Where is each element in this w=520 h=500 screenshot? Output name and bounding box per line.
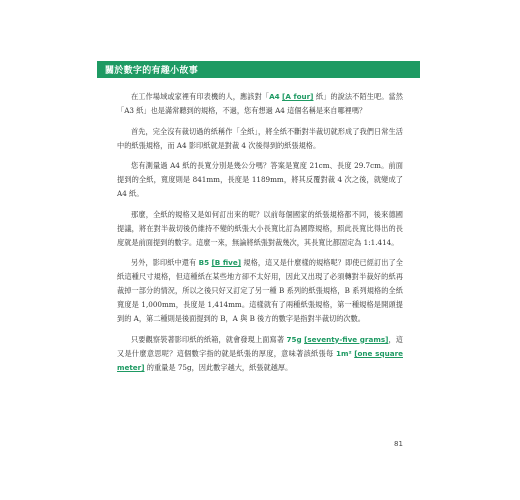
paragraph-full-sheet: 首先，完全沒有裁切過的紙稱作「全紙」，將全紙不斷對半裁切就形成了我們日常生活中的紙張規格，而 A4 影印紙就是對裁 4 次後得到的紙張規格。 bbox=[117, 126, 403, 150]
paragraph-ratio: 那麼，全紙的規格又是如何訂出來的呢？以前每個國家的紙張規格都不同，後來德國提議，將在對半裁切後仍維持不變的紙張大小長寬比訂為國際規格，照此長寬比得出的長度就是前面提到的數字。這麼一來，無論將紙張對裁幾次，其長寬比都固定為 1:1.414。 bbox=[117, 209, 403, 247]
section-header-bar bbox=[97, 61, 420, 78]
paragraph-text: 另外，影印紙中還有 bbox=[131, 258, 199, 267]
paragraph-grams bbox=[117, 333, 403, 375]
highlight-term: A4 bbox=[269, 92, 280, 101]
paragraph-text: 規格，這又是什麼樣的規格呢？即使已經訂出了全紙這種尺寸規格，但這種紙在某些地方卻不太好用，因此又出現了必須轉對半裁好的紙再裁掉一部分的情況，所以之後只好又訂定了另一種 B 系列的紙張規格，B 系列規格的全紙寬度是 1,000mm，長度是 1,414mm。這樣就有了兩種紙張規格，第一種規格是開頭提到的 A，第二種則是後面提到的 B，A 與 B 後方的數字是指對半裁切的次數。 bbox=[117, 258, 403, 323]
highlight-term: 1m² bbox=[335, 348, 352, 358]
paragraph-text: ，這又是什麼意思呢？這個數字指的就是紙張的厚度，意味著該紙張每 bbox=[117, 334, 403, 358]
article-body bbox=[117, 90, 403, 381]
paragraph-text: 紙」的說法不陌生吧。當然「A3 紙」也是滿常聽到的規格，不過，您有想過 A4 這個名稱是來自哪裡嗎？ bbox=[117, 92, 403, 115]
highlight-pronunciation: [A four] bbox=[282, 92, 314, 101]
paragraph-text: 只要觀察裝著影印紙的紙箱，就會發現上面寫著 bbox=[131, 334, 287, 344]
section-title: 關於數字的有趣小故事 bbox=[105, 66, 199, 76]
highlight-pronunciation: [B five] bbox=[211, 258, 242, 267]
paragraph-a4-intro bbox=[117, 90, 403, 118]
page-number: 81 bbox=[394, 440, 403, 448]
paragraph-text: 在工作場域或家裡有印表機的人，應該對「 bbox=[131, 92, 270, 101]
highlight-term: B5 bbox=[198, 258, 210, 267]
paragraph-b5 bbox=[117, 256, 403, 326]
paragraph-a4-size: 您有測量過 A4 紙的長寬分別是幾公分嗎？答案是寬度 21cm、長度 29.7cm。前面提到的全紙，寬度則是 841mm，長度是 1189mm，將其反覆對裁 4 次之後，就變成了 A4 紙。 bbox=[117, 161, 403, 198]
paragraph-text: 的重量是 75g，因此數字越大，紙張就越厚。 bbox=[144, 362, 293, 372]
highlight-term: 75g bbox=[286, 334, 302, 344]
highlight-pronunciation: [one square meter] bbox=[117, 348, 403, 372]
highlight-pronunciation: [seventy-five grams] bbox=[304, 334, 389, 344]
